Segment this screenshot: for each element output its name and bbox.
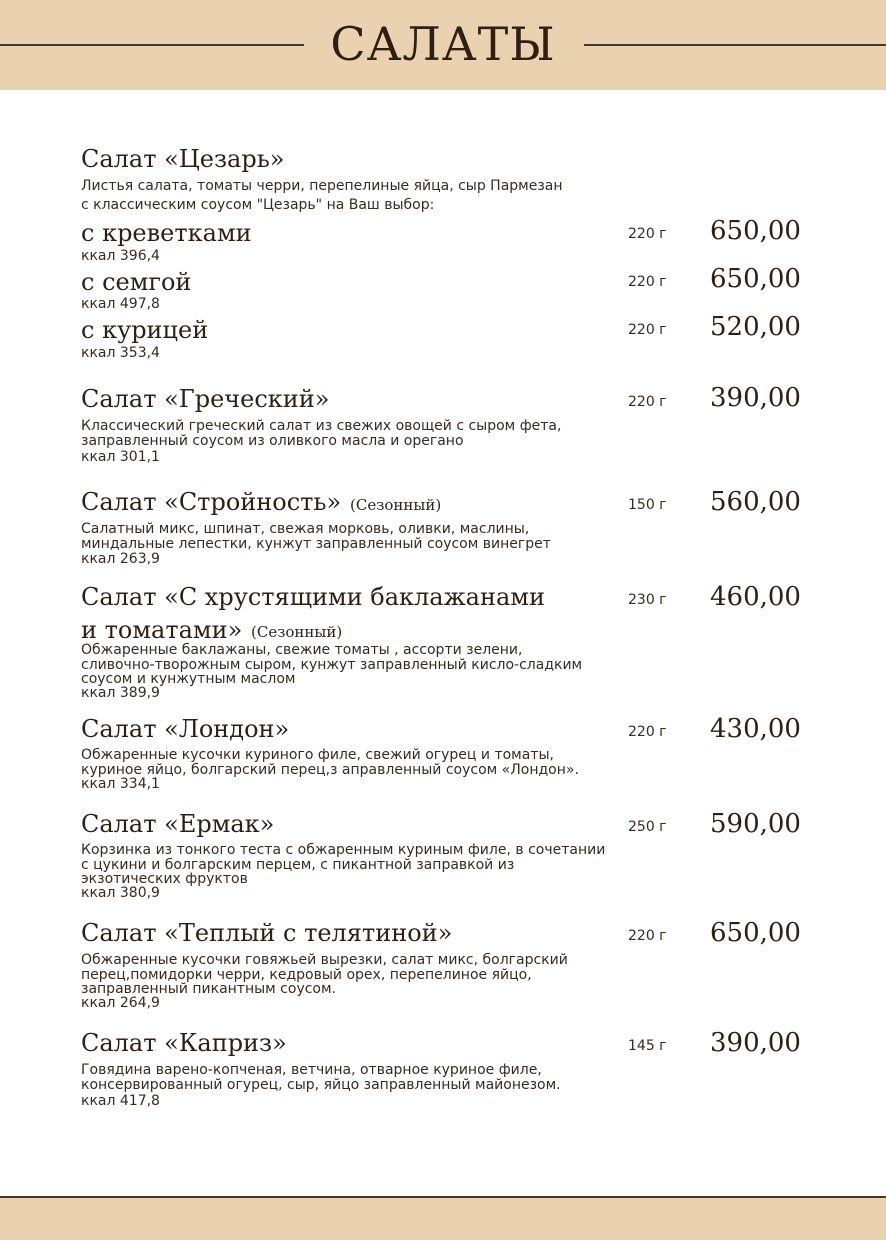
caesar-option-salmon-weight: 220 г — [628, 274, 667, 290]
item-warm-veal-name: Салат «Теплый с телятиной» — [81, 919, 453, 947]
caesar-option-salmon-kcal: ккал 497,8 — [81, 296, 160, 312]
item-caesar-desc-2: с классическим соусом "Цезарь" на Ваш выбор: — [81, 197, 435, 213]
item-warm-veal-price: 650,00 — [710, 918, 801, 948]
item-london-price: 430,00 — [710, 714, 801, 744]
item-eggplant-price: 460,00 — [710, 582, 801, 612]
item-ermak-name: Салат «Ермак» — [81, 810, 275, 838]
item-stroinost-weight: 150 г — [628, 497, 667, 513]
item-greek-price: 390,00 — [710, 383, 801, 413]
item-eggplant-name-line2: и томатами» — [81, 616, 243, 644]
item-caesar-name: Салат «Цезарь» — [81, 145, 285, 173]
item-kapriz-kcal: ккал 417,8 — [81, 1093, 160, 1109]
item-ermak-weight: 250 г — [628, 819, 667, 835]
item-eggplant-seasonal-note: (Сезонный) — [251, 623, 343, 641]
caesar-option-salmon: с семгой — [81, 268, 192, 296]
item-stroinost-desc-1: Салатный микс, шпинат, свежая морковь, оливки, маслины, — [81, 521, 530, 537]
caesar-option-salmon-price: 650,00 — [710, 264, 801, 294]
item-london-weight: 220 г — [628, 724, 667, 740]
item-kapriz-name: Салат «Каприз» — [81, 1029, 287, 1057]
header-divider-left — [0, 44, 304, 46]
page-title: САЛАТЫ — [330, 17, 556, 71]
item-london-name: Салат «Лондон» — [81, 715, 290, 743]
item-kapriz-desc-1: Говядина варено-копченая, ветчина, отварное куриное филе, — [81, 1062, 542, 1078]
caesar-option-shrimp-kcal: ккал 396,4 — [81, 248, 160, 264]
item-eggplant-desc-1: Обжаренные баклажаны, свежие томаты , ассорти зелени, — [81, 642, 523, 658]
item-eggplant-desc-3: соусом и кунжутным маслом — [81, 671, 296, 687]
item-ermak-kcal: ккал 380,9 — [81, 885, 160, 901]
item-ermak-desc-3: экзотических фруктов — [81, 871, 248, 887]
item-greek-name: Салат «Греческий» — [81, 385, 330, 413]
item-eggplant-name-line1: Салат «С хрустящими баклажанами — [81, 583, 545, 611]
caesar-option-shrimp: с креветками — [81, 219, 252, 247]
item-ermak-price: 590,00 — [710, 809, 801, 839]
item-stroinost-desc-2: миндальные лепестки, кунжут заправленный соусом винегрет — [81, 535, 551, 552]
item-ermak-desc-1: Корзинка из тонкого теста с обжаренным куриным филе, в сочетании — [81, 842, 606, 858]
caesar-option-shrimp-price: 650,00 — [710, 216, 801, 246]
item-warm-veal-desc-1: Обжаренные кусочки говяжьей вырезки, салат микс, болгарский — [81, 952, 568, 968]
item-greek-kcal: ккал 301,1 — [81, 449, 160, 465]
item-warm-veal-desc-3: заправленный пикантным соусом. — [81, 981, 337, 997]
item-greek-weight: 220 г — [628, 394, 667, 410]
item-eggplant-weight: 230 г — [628, 592, 667, 608]
item-london-desc-2: куриное яйцо, болгарский перец,з аправленный соусом «Лондон». — [81, 761, 579, 778]
item-ermak-desc-2: с цукини и болгарским перцем, с пикантной заправкой из — [81, 856, 515, 873]
caesar-option-shrimp-weight: 220 г — [628, 226, 667, 242]
item-greek-desc-1: Классический греческий салат из свежих овощей с сыром фета, — [81, 418, 562, 434]
caesar-option-chicken-price: 520,00 — [710, 312, 801, 342]
item-warm-veal-weight: 220 г — [628, 928, 667, 944]
caesar-option-chicken: с курицей — [81, 316, 209, 344]
item-kapriz-weight: 145 г — [628, 1038, 667, 1054]
item-london-desc-1: Обжаренные кусочки куриного филе, свежий огурец и томаты, — [81, 747, 554, 763]
item-caesar-desc-1: Листья салата, томаты черри, перепелиные яйца, сыр Пармезан — [81, 178, 563, 194]
item-stroinost-name: Салат «Стройность» — [81, 488, 342, 516]
item-stroinost-seasonal-note: (Сезонный) — [350, 496, 442, 514]
item-kapriz-desc-2: консервированный огурец, сыр, яйцо заправленный майонезом. — [81, 1076, 561, 1093]
item-warm-veal-kcal: ккал 264,9 — [81, 995, 160, 1011]
item-london-kcal: ккал 334,1 — [81, 776, 160, 792]
caesar-option-chicken-weight: 220 г — [628, 322, 667, 338]
header-divider-right — [584, 44, 886, 46]
item-warm-veal-desc-2: перец,помидорки черри, кедровый орех, перепелиное яйцо, — [81, 966, 532, 983]
item-eggplant-kcal: ккал 389,9 — [81, 685, 160, 701]
item-stroinost-price: 560,00 — [710, 487, 801, 517]
item-eggplant-desc-2: сливочно-творожным сыром, кунжут заправленный кисло-сладким — [81, 656, 583, 673]
footer-band — [0, 1196, 886, 1240]
item-kapriz-price: 390,00 — [710, 1028, 801, 1058]
item-stroinost-kcal: ккал 263,9 — [81, 551, 160, 567]
item-greek-desc-2: заправленный соусом из оливкого масла и орегано — [81, 432, 464, 449]
caesar-option-chicken-kcal: ккал 353,4 — [81, 345, 160, 361]
